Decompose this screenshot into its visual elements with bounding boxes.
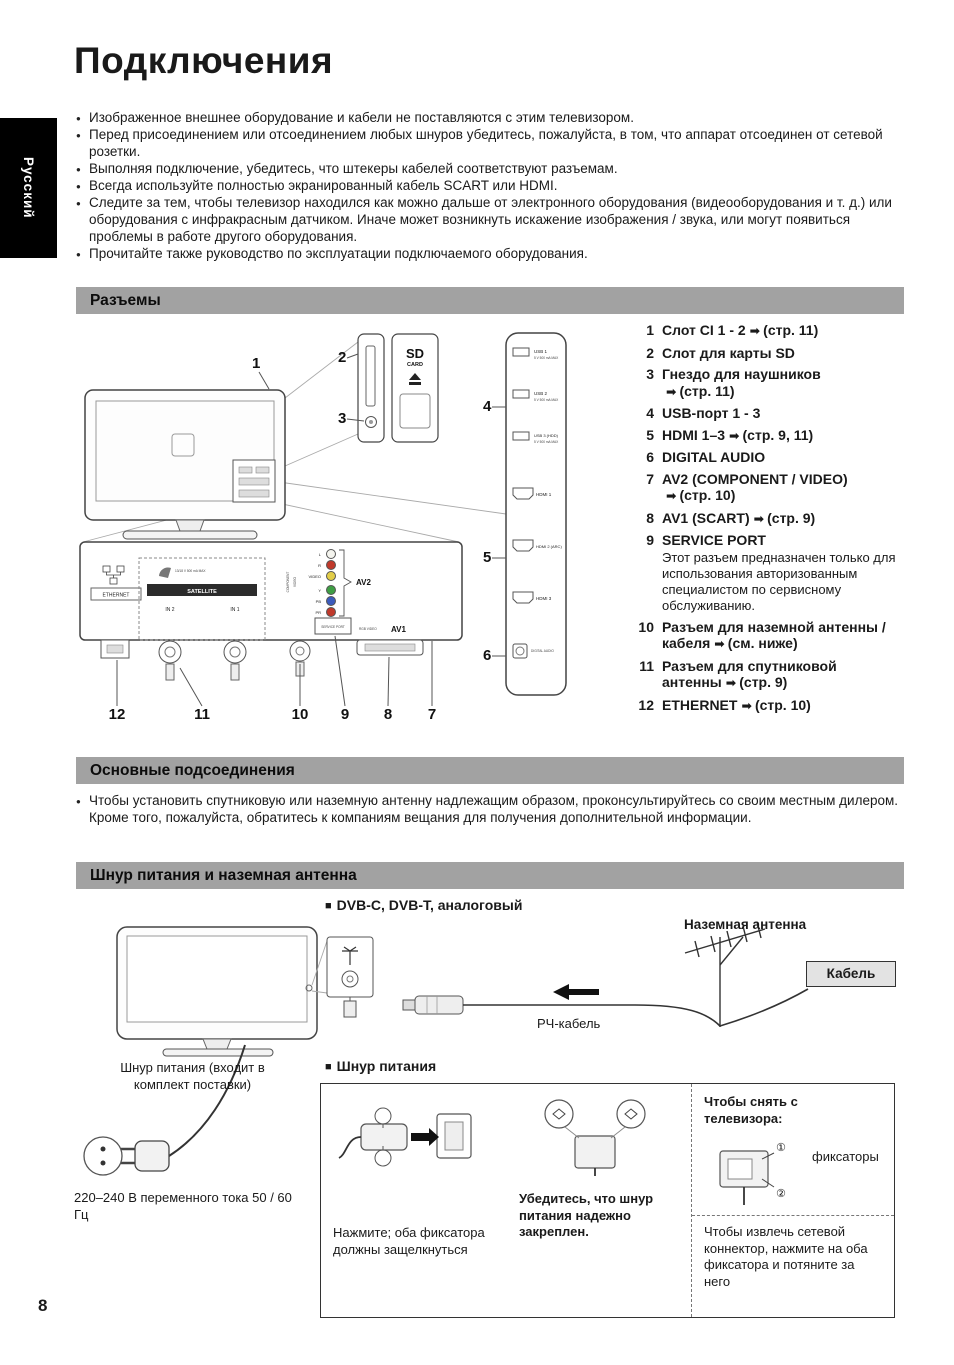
square-bullet-icon: ■ (325, 1061, 332, 1073)
bullet-icon: ● (76, 182, 81, 191)
jack-color (327, 608, 336, 617)
bullet-icon: ● (76, 797, 81, 806)
page-ref-arrow-icon: ➡ (666, 384, 677, 399)
latches-label: фиксаторы (812, 1149, 879, 1164)
terrestrial-antenna-label: Наземная антенна (684, 917, 807, 932)
note-bullet-item (76, 792, 904, 826)
bullet-icon: ● (76, 114, 81, 123)
power-cord-label: Шнур питания (входит в комплект поставки) (120, 1060, 265, 1092)
jack-color (327, 572, 336, 581)
plug-insert-drawing (333, 1094, 493, 1202)
satellite-in2-label: IN 2 (165, 607, 175, 613)
jack-color (327, 550, 336, 559)
callout-9: 9 (340, 706, 350, 723)
power-cord-subheader (325, 1058, 436, 1074)
connector-list (628, 322, 906, 719)
bottom-terminal-panel (80, 542, 462, 680)
sd-card-panel (392, 334, 438, 442)
section-header-connectors: Разъемы (76, 287, 904, 314)
callout-1-line (259, 372, 269, 389)
bullet-icon: ● (76, 165, 81, 174)
latch-check-drawing (519, 1094, 671, 1176)
connector-item-7 (628, 471, 906, 505)
ci-slot-detail (358, 334, 384, 442)
intro-list (76, 109, 904, 262)
remove-figure (704, 1131, 882, 1207)
remove-panel (691, 1084, 894, 1317)
usb2-rating: 5 V 500 mA MAX (534, 398, 559, 402)
callout-12: 12 (108, 706, 126, 723)
page-reference (710, 635, 797, 651)
page-ref-arrow-icon: ➡ (714, 637, 725, 651)
page-ref-arrow-icon: ➡ (753, 511, 765, 526)
satellite-rating: 13/18 V 500 mA MAX (175, 569, 206, 573)
step-press-text: Нажмите; оба фиксатора должны защелкнуться (333, 1225, 485, 1257)
connector-number: 11 (639, 657, 654, 674)
satellite-connectors (159, 641, 246, 680)
page-ref-text: (стр. 10) (679, 487, 736, 503)
intro-bullet-item (76, 160, 904, 177)
page-ref-text: (стр. 9) (767, 509, 816, 526)
antenna-drawing (685, 922, 765, 1027)
connector-label: AV2 (COMPONENT / VIDEO) (662, 470, 848, 487)
bullet-icon: ● (76, 250, 81, 259)
page-ref-arrow-icon: ➡ (729, 428, 740, 443)
connector-body (662, 345, 906, 362)
page-ref-text: (стр. 10) (754, 696, 811, 713)
connector-number: 2 (646, 344, 654, 361)
hdmi1-label: HDMI 1 (536, 492, 552, 497)
callout-1: 1 (252, 355, 261, 372)
page-ref-text: (стр. 9) (739, 674, 788, 690)
intro-bullet-text: Выполняя подключение, убедитесь, что штекеры кабелей соответствуют разъемам. (89, 161, 618, 176)
page-reference (662, 383, 906, 401)
connector-number: 3 (646, 366, 654, 382)
hdmi2-label: HDMI 2 (ARC) (536, 544, 562, 549)
section-header-power: Шнур питания и наземная антенна (76, 862, 904, 889)
service-port-description: Этот разъем предназначен только для использования авторизованным специалистом по сервисному обслуживанию. (662, 549, 896, 613)
rgb-video-label: RGB VIDEO (359, 627, 377, 631)
page-reference (737, 697, 810, 713)
connector-item-1 (628, 322, 906, 340)
callout-9-line (335, 636, 345, 706)
connector-item-8 (628, 510, 906, 528)
side-terminal-panel (506, 333, 566, 695)
connector-label: Гнездо для наушников (662, 366, 821, 382)
callout-3: 3 (338, 410, 347, 427)
page-reference (750, 510, 816, 526)
cable-line (720, 989, 808, 1026)
bullet-icon: ● (76, 131, 81, 140)
intro-bullet-item (76, 177, 904, 194)
page-ref-text: (см. ниже) (727, 635, 798, 651)
jack-label: VIDEO (308, 574, 321, 579)
video-label: VIDEO (293, 577, 297, 587)
hdmi3-label: HDMI 3 (536, 596, 552, 601)
page-reference (722, 674, 788, 690)
digital-audio-label: DIGITAL AUDIO (531, 649, 554, 653)
jack-color (327, 597, 336, 606)
connector-number: 4 (646, 405, 654, 421)
dvb-subheader (325, 897, 522, 913)
push-arrow-icon (411, 1128, 439, 1146)
scart-connector (357, 640, 423, 655)
connector-number: 9 (646, 532, 654, 548)
language-tab-label: Русский (21, 157, 36, 219)
intro-bullet-item (76, 126, 904, 160)
sd-logo: SD (405, 346, 425, 361)
connector-number: 7 (646, 470, 654, 487)
intro-bullet-text: Следите за тем, чтобы телевизор находился как можно дальше от электронного оборудования (видеооборудования и т. д.) или оборудования с инфракрасным датчиком. Иначе может возникнуть искажение изображения / звука, или могут появиться проблемы в работе другого оборудования. (89, 195, 892, 244)
page-ref-arrow-icon: ➡ (666, 489, 677, 503)
antenna-socket-detail (327, 937, 373, 1017)
note-text: Чтобы установить спутниковую или наземную антенну надлежащим образом, проконсультируйтесь со своим местным дилером. Кроме того, пожалуйста, обратитесь к компаниям вещания для получения дополнительной информации. (89, 793, 899, 825)
sd-logo-sub: CARD (407, 362, 423, 368)
connector-label: AV1 (SCART) (662, 509, 750, 526)
connector-number: 6 (646, 449, 654, 465)
direction-arrow-icon (553, 984, 599, 1000)
page-ref-text: (стр. 11) (763, 322, 819, 338)
page-ref-text: (стр. 9, 11) (742, 426, 814, 443)
jack-label: Y (318, 588, 321, 593)
intro-bullet-text: Перед присоединением или отсоединением любых шнуров убедитесь, пожалуйста, в том, что аппарат отсоединен от сетевой розетки. (89, 127, 883, 159)
circled-1-icon: ① (776, 1142, 786, 1154)
connector-body (662, 471, 906, 505)
connector-body (662, 322, 906, 340)
page-ref-text: (стр. 11) (679, 382, 735, 399)
page-number: 8 (38, 1296, 48, 1315)
connectors-diagram (75, 318, 623, 743)
intro-bullet-item (76, 245, 904, 262)
callout-2-line (347, 354, 358, 358)
section-header-basic: Основные подсоединения (76, 757, 904, 784)
jack-label: PR (315, 610, 321, 615)
jack-color (327, 586, 336, 595)
connector-item-3 (628, 366, 906, 400)
connector-number: 1 (646, 322, 654, 338)
connector-body (662, 619, 906, 653)
connector-item-10 (628, 619, 906, 653)
callout-6: 6 (483, 647, 492, 664)
callout-7: 7 (427, 706, 437, 723)
intro-bullet-text: Изображенное внешнее оборудование и кабели не поставляются с этим телевизором. (89, 110, 634, 125)
callout-10: 10 (291, 706, 309, 723)
jack-label: R (318, 563, 321, 568)
page-reference (746, 322, 819, 338)
connector-label: HDMI 1–3 (662, 426, 726, 443)
basic-connections-note (76, 792, 904, 826)
intro-bullet-text: Всегда используйте полностью экранированный кабель SCART или HDMI. (89, 178, 558, 193)
callout-2: 2 (338, 349, 347, 366)
connector-item-5 (628, 427, 906, 445)
component-label: COMPONENT (286, 571, 290, 593)
connector-body (662, 658, 906, 692)
connector-body (662, 510, 906, 528)
connector-label: Разъем для наземной антенны / кабеля (662, 618, 886, 651)
usb3-label: USB 3 (HDD) (534, 433, 559, 438)
dvb-subheader-text: DVB-C, DVB-T, аналоговый (336, 897, 523, 913)
connector-item-4 (628, 405, 906, 422)
jack-label: L (318, 552, 321, 557)
connector-item-12 (628, 697, 906, 715)
intro-bullet-text: Прочитайте также руководство по эксплуатации подключаемого оборудования. (89, 246, 588, 261)
page-reference (725, 427, 813, 443)
connector-number: 8 (646, 509, 654, 526)
connector-body (662, 427, 906, 445)
page-ref-arrow-icon: ➡ (749, 324, 761, 338)
connector-body (662, 405, 906, 422)
dashed-divider (692, 1215, 894, 1216)
jack-label: PB (315, 599, 321, 604)
remove-title: Чтобы снять с телевизора: (704, 1094, 798, 1126)
av2-label: AV2 (356, 578, 371, 587)
callout-5: 5 (483, 549, 492, 566)
bullet-icon: ● (76, 199, 81, 208)
mains-voltage-label: 220–240 В переменного тока 50 / 60 Гц (74, 1190, 292, 1222)
connector-label: Слот CI 1 - 2 (662, 322, 746, 338)
connector-body (662, 697, 906, 715)
remove-instructions: Чтобы извлечь сетевой коннектор, нажмите на оба фиксатора и потяните за него (704, 1224, 868, 1289)
connector-number: 12 (638, 696, 654, 713)
connector-label: Разъем для спутниковой антенны (662, 657, 837, 690)
usb3-rating: 5 V 500 mA MAX (534, 440, 559, 444)
intro-bullet-item (76, 109, 904, 126)
rf-plug (344, 1001, 356, 1017)
connector-number: 10 (638, 618, 654, 635)
av1-label: AV1 (391, 625, 406, 634)
latch-release-drawing (704, 1131, 809, 1207)
usb1-rating: 5 V 500 mA MAX (534, 356, 559, 360)
page-title: Подключения (74, 40, 334, 81)
callout-11: 11 (194, 706, 210, 723)
connector-label: ETHERNET (662, 696, 738, 713)
tv-rear-view (85, 390, 285, 539)
tv-front-view (117, 927, 317, 1056)
satellite-in1-label: IN 1 (230, 607, 240, 613)
cable-label-box: Кабель (806, 961, 896, 987)
ethernet-label: ETHERNET (102, 592, 130, 599)
satellite-label: SATELLITE (187, 589, 217, 595)
language-tab (0, 118, 57, 258)
connector-item-6 (628, 449, 906, 466)
page-ref-arrow-icon: ➡ (741, 698, 752, 713)
connector-body (662, 532, 906, 614)
power-steps-box (320, 1083, 895, 1318)
connector-number: 5 (646, 426, 654, 443)
page-ref-arrow-icon: ➡ (725, 676, 737, 690)
connector-item-11 (628, 658, 906, 692)
usb2-label: USB 2 (534, 391, 548, 396)
connector-label: USB-порт 1 - 3 (662, 405, 761, 421)
step-check-panel (507, 1084, 691, 1317)
page-reference (662, 487, 906, 505)
connector-label: DIGITAL AUDIO (662, 449, 766, 465)
step-press-panel (321, 1084, 507, 1317)
callout-8-line (388, 657, 389, 706)
usb1-label: USB 1 (534, 349, 548, 354)
wall-socket (84, 1137, 122, 1175)
callout-11-line (180, 668, 202, 706)
square-bullet-icon: ■ (325, 900, 332, 912)
callout-4: 4 (483, 398, 492, 415)
connector-label: Слот для карты SD (662, 344, 795, 361)
connector-body (662, 366, 906, 400)
circled-2-icon: ② (776, 1188, 786, 1200)
jack-color (327, 561, 336, 570)
connector-label: SERVICE PORT (662, 532, 766, 548)
connector-body (662, 449, 906, 466)
step-check-text: Убедитесь, что шнур питания надежно закреплен. (519, 1191, 654, 1239)
service-port-label: SERVICE PORT (321, 625, 345, 629)
rf-cable-label: РЧ-кабель (537, 1016, 601, 1031)
power-cord-subheader-text: Шнур питания (336, 1058, 437, 1074)
connector-item-9 (628, 532, 906, 614)
callout-8: 8 (383, 706, 393, 723)
intro-bullet-item (76, 194, 904, 245)
connector-item-2 (628, 345, 906, 362)
